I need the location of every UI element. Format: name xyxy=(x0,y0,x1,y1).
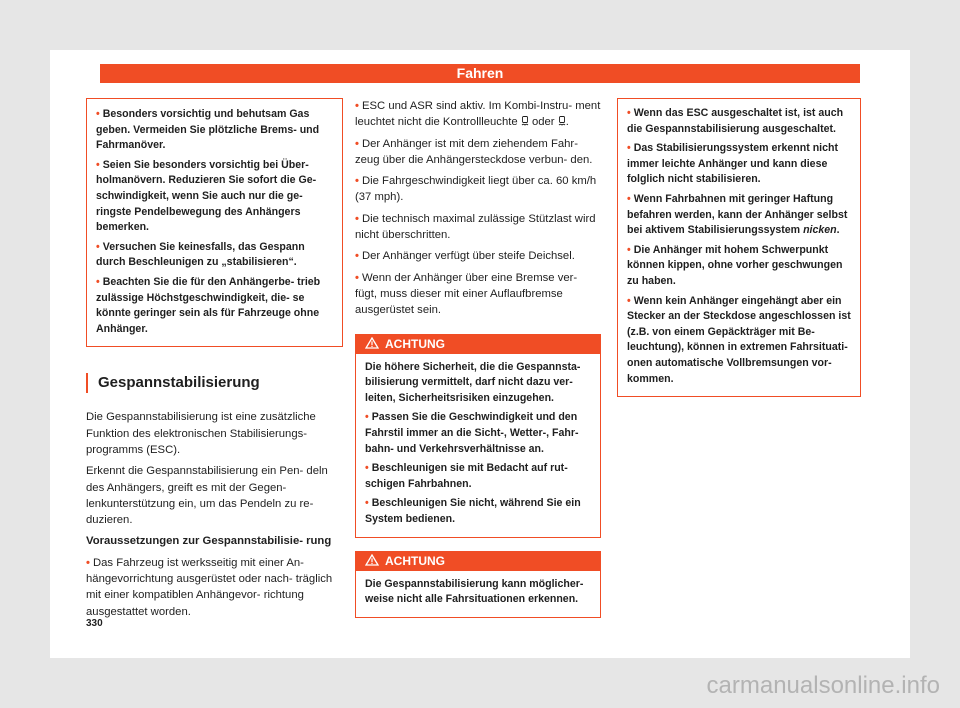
note-item: • Wenn das ESC ausgeschaltet ist, ist auch die Gespannstabilisierung ausgeschaltet. xyxy=(627,107,844,135)
warning-box xyxy=(355,334,601,538)
warning-item: • Beschleunigen Sie nicht, während Sie ein System bedienen. xyxy=(365,497,581,525)
warning-item: • Passen Sie die Geschwindigkeit und den Fahrstil immer an die Sicht-, Wetter-, Fahr- bahn- und Verkehrsverhältnisse an. xyxy=(365,411,579,455)
list-item: • Die Fahrgeschwindigkeit liegt über ca. 60 km/h (37 mph). xyxy=(355,175,597,204)
page-number: 330 xyxy=(86,618,103,629)
caution-item: • Versuchen Sie keinesfalls, das Gespann durch Beschleunigen zu „stabilisieren“. xyxy=(96,240,305,269)
bullet-icon: • xyxy=(365,497,369,510)
bullet-icon: • xyxy=(627,294,631,307)
note-box xyxy=(617,98,861,397)
paragraph: Die Gespannstabilisierung ist eine zusätzliche Funktion des elektronischen Stabilisierungs- programms (ESC). xyxy=(86,411,316,456)
bullet-icon: • xyxy=(355,175,359,188)
note-item: • Das Stabilisierungssystem erkennt nicht immer leichte Anhänger und kann diese folglich nicht stabilisieren. xyxy=(627,142,839,186)
list-item: • Der Anhänger verfügt über steife Deichsel. xyxy=(355,250,575,263)
caution-item: • Seien Sie besonders vorsichtig bei Über- holmanövern. Reduzieren Sie sofort die Ge- schwindigkeit, wenn Sie auch nur die ge- ringste Pendelbewegung des Anhängers bemerken. xyxy=(96,158,317,234)
note-item: • Die Anhänger mit hohem Schwerpunkt können kippen, ohne vorher geschwungen zu haben. xyxy=(627,243,843,287)
column-right xyxy=(617,98,861,397)
bullet-icon: • xyxy=(627,192,631,205)
section-title: Gespannstabilisierung xyxy=(86,373,343,393)
warning-box xyxy=(355,551,601,618)
list-item: • Wenn der Anhänger über eine Bremse ver- fügt, muss dieser mit einer Auflaufbremse ausgerüstet sein. xyxy=(355,271,578,317)
warning-header: ACHTUNG xyxy=(355,551,601,571)
list-item: • Der Anhänger ist mit dem ziehendem Fahr- zeug über die Anhängersteckdose verbun- den. xyxy=(355,137,593,166)
esc-warning-light-icon xyxy=(521,116,529,126)
bullet-icon: • xyxy=(627,107,631,119)
subheading: Voraussetzungen zur Gespannstabilisie- rung xyxy=(86,535,332,548)
manual-page xyxy=(50,50,910,658)
bullet-icon: • xyxy=(96,158,100,171)
bullet-icon: • xyxy=(96,108,100,120)
column-left xyxy=(86,98,343,625)
bullet-icon: • xyxy=(86,556,90,569)
bullet-icon: • xyxy=(355,212,359,225)
caution-item: • Beachten Sie die für den Anhängerbe- trieb zulässige Höchstgeschwindigkeit, die- se könnte geringer sein als für Fahrzeuge ohne Anhänger. xyxy=(96,275,321,335)
watermark: carmanualsonline.info xyxy=(706,672,940,699)
bullet-icon: • xyxy=(355,250,359,263)
column-middle xyxy=(355,98,601,618)
warning-triangle-icon xyxy=(365,337,379,349)
bullet-icon: • xyxy=(627,142,631,155)
warning-text: Die Gespannstabilisierung kann möglicher- weise nicht alle Fahrsituationen erkennen. xyxy=(365,577,584,606)
warning-intro: Die höhere Sicherheit, die die Gespannsta- bilisierung vermittelt, darf nicht dazu ver- leiten, Sicherheitsrisiken einzugehen. xyxy=(365,360,581,404)
bullet-icon: • xyxy=(365,462,369,475)
esc-off-light-icon xyxy=(558,116,566,126)
list-item: • Die technisch maximal zulässige Stützlast wird nicht überschritten. xyxy=(355,212,596,242)
note-item: • Wenn Fahrbahnen mit geringer Haftung befahren werden, kann der Anhänger selbst bei aktivem Stabilisierungssystem nicken. xyxy=(627,192,848,237)
section-header: Fahren xyxy=(100,64,860,83)
list-item: • Das Fahrzeug ist werksseitig mit einer An- hängevorrichtung ausgerüstet oder nach- träglich mit einer kompatiblen Anhängevor- richtung ausgestattet worden. xyxy=(86,556,333,618)
note-item: • Wenn kein Anhänger eingehängt aber ein Stecker an der Steckdose angeschlossen ist (z.B. von einem Gepäckträger mit Be- leuchtung), können in extremen Fahrsituati- onen automatische Vollbremsungen vor- kommen. xyxy=(627,294,851,385)
bullet-icon: • xyxy=(96,275,100,288)
bullet-icon: • xyxy=(365,411,369,424)
caution-item: • Besonders vorsichtig und behutsam Gas geben. Vermeiden Sie plötzliche Brems- und Fahrmanöver. xyxy=(96,108,320,152)
bullet-icon: • xyxy=(355,137,359,150)
bullet-icon: • xyxy=(355,100,359,112)
bullet-icon: • xyxy=(96,240,100,253)
bullet-icon: • xyxy=(627,243,631,256)
caution-box xyxy=(86,98,343,347)
italic-word: nicken xyxy=(803,224,837,237)
warning-triangle-icon xyxy=(365,554,379,566)
list-item: • ESC und ASR sind aktiv. Im Kombi-Instru- ment leuchtet nicht die Kontrollleuchte oder . xyxy=(355,100,601,129)
paragraph: Erkennt die Gespannstabilisierung ein Pen- deln des Anhängers, greift es mit der Gegen- lenkunterstützung ein, um das Pendeln zu re- duzieren. xyxy=(86,465,328,527)
warning-item: • Beschleunigen sie mit Bedacht auf rut- schigen Fahrbahnen. xyxy=(365,462,568,490)
bullet-icon: • xyxy=(355,271,359,284)
warning-header: ACHTUNG xyxy=(355,334,601,354)
